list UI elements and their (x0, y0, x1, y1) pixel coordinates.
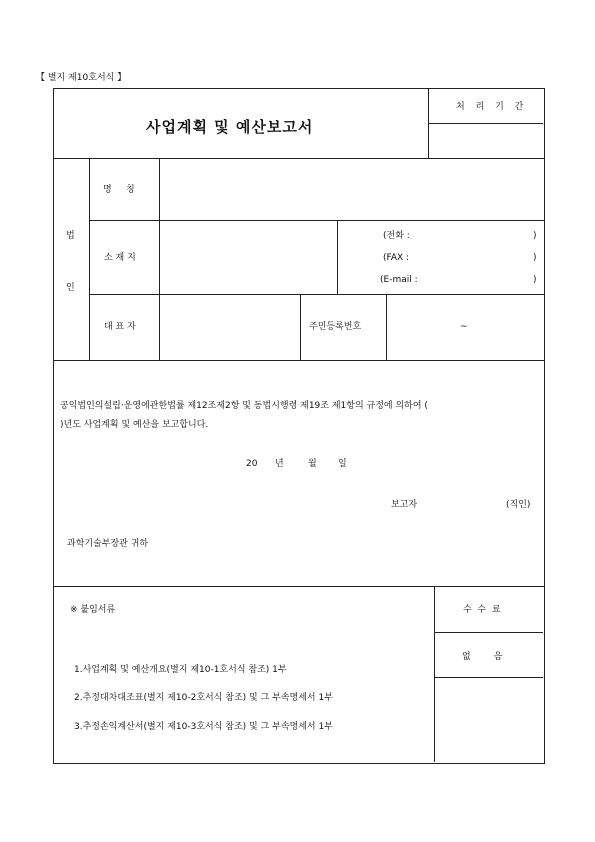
representative-field[interactable] (160, 295, 300, 360)
address-field[interactable] (160, 221, 337, 294)
rep-value-line (300, 294, 301, 360)
addressee: 과학기술부장관 귀하 (67, 539, 149, 549)
representative-label: 대 표 자 (104, 322, 136, 332)
fee-value: 없 음 (462, 652, 503, 662)
date-year-label: 년 (275, 459, 284, 469)
form-label: 【 별지 제10호서식 】 (36, 73, 127, 83)
phone-close: ) (533, 231, 537, 241)
fax-close: ) (533, 253, 537, 263)
email-label: (E-mail : (380, 275, 418, 285)
fee-col-line (434, 586, 435, 762)
attachment-item: 2.추정대차대조표(별지 제10-2호서식 참조) 및 그 부속명세서 1부 (74, 693, 333, 703)
corporation-label-1: 법 (66, 231, 75, 241)
attachment-item: 3.추정손익계산서(별지 제10-3호서식 참조) 및 그 부속명세서 1부 (74, 722, 333, 732)
name-field[interactable] (160, 159, 543, 220)
attachment-item: 1.사업계획 및 예산개요(별지 제10-1호서식 참조) 1부 (74, 665, 287, 675)
attachments-heading: ※ 붙임서류 (70, 605, 116, 615)
address-contact-line (337, 220, 338, 294)
resident-label-line (386, 294, 387, 360)
body-paragraph-line1: 공익법인의설립·운영에관한법률 제12조제2항 및 동법시행령 제19조 제1항의 규정에 의하여 ( (60, 401, 428, 411)
seal-label: (직인) (506, 500, 531, 510)
fee-row-line-1 (434, 632, 543, 633)
fee-label: 수 수 료 (463, 605, 501, 615)
fee-row-line-2 (434, 677, 543, 678)
resident-number-separator: ~ (460, 322, 468, 332)
resident-number-label: 주민등록번호 (309, 322, 362, 332)
body-paragraph-line2: )년도 사업계획 및 예산을 보고합니다. (60, 420, 209, 430)
date-day-label: 일 (338, 459, 347, 469)
processing-period-label: 처 리 기 간 (456, 102, 528, 112)
reporter-label: 보고자 (391, 500, 418, 510)
date-month-label: 월 (308, 459, 317, 469)
phone-label: (전화 : (383, 231, 410, 241)
period-divider (428, 123, 543, 124)
corporation-label-2: 인 (66, 283, 75, 293)
section-col-line (89, 158, 90, 360)
page-title: 사업계획 및 예산보고서 (146, 118, 314, 136)
address-row-bottom (89, 294, 544, 295)
body-section-bottom (53, 586, 544, 587)
email-close: ) (533, 275, 537, 285)
date-prefix: 20 (246, 459, 258, 469)
fax-label: (FAX : (383, 253, 410, 263)
corp-section-bottom (53, 360, 544, 361)
address-label: 소 재 지 (104, 253, 136, 263)
name-label: 명 칭 (103, 185, 135, 195)
